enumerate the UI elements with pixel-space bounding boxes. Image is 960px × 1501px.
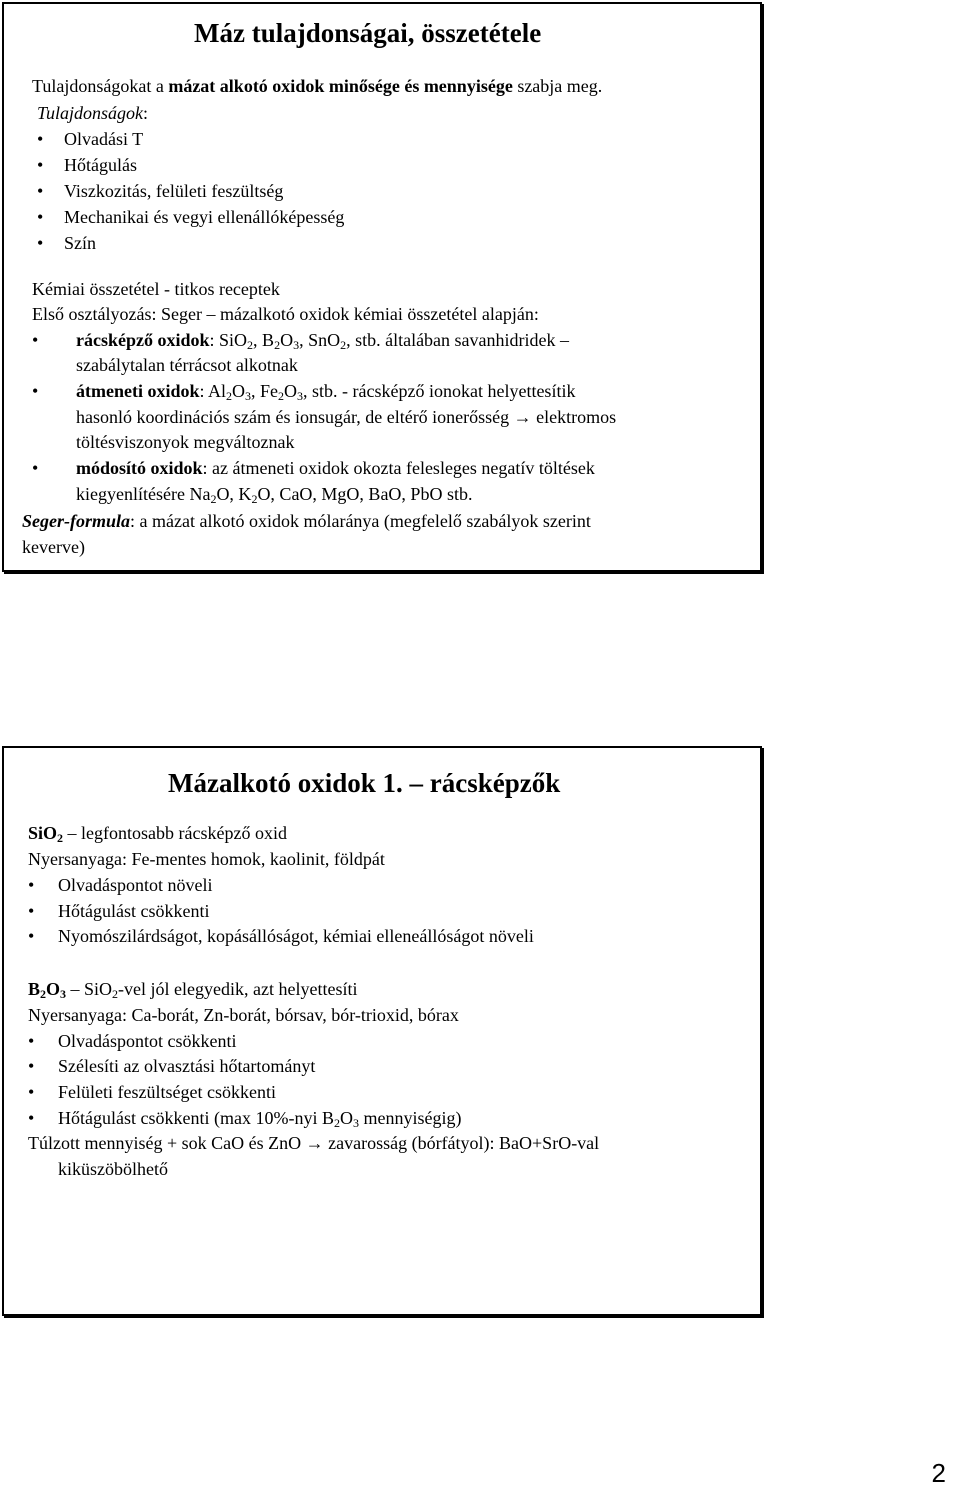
sio2-formula: SiO	[28, 823, 58, 843]
text: O, K	[216, 484, 252, 504]
effect-item: Hőtágulást csökkenti	[58, 901, 210, 921]
bullet: •	[37, 233, 44, 253]
transitional-oxide-line-3: töltésviszonyok megváltoznak	[76, 432, 295, 452]
separator: ,	[251, 381, 261, 401]
bullet: •	[28, 901, 35, 921]
subscript: 2	[40, 987, 47, 1001]
subscript: 3	[60, 987, 67, 1001]
seger-formula-rest: : a mázat alkotó oxidok mólaránya (megfelelő szabályok szerint	[130, 511, 591, 531]
modifier-oxide-label: módosító oxidok	[76, 458, 203, 478]
text: Hőtágulást csökkenti (max 10%-nyi B	[58, 1108, 334, 1128]
effect-item: Felületi feszültséget csökkenti	[58, 1082, 276, 1102]
formula-o: O	[46, 979, 61, 999]
raw-material-line: Nyersanyaga: Fe-mentes homok, kaolinit, földpát	[28, 849, 385, 869]
colon: :	[209, 330, 220, 350]
seger-formula-label: Seger-formula	[22, 511, 130, 531]
transitional-oxide-line	[76, 382, 575, 402]
formula-o: O	[280, 330, 294, 350]
b2o3-heading	[28, 980, 357, 1000]
slide-title: Máz tulajdonságai, összetétele	[194, 18, 542, 48]
lattice-former-rest: , stb. általában savanhidridek –	[346, 330, 570, 350]
lattice-former-line-2: szabálytalan térrácsot alkotnak	[76, 355, 298, 375]
formula-b: B	[262, 330, 275, 350]
modifier-oxide-line	[76, 459, 595, 477]
slide-glaze-properties	[2, 2, 762, 572]
properties-heading-colon: :	[143, 103, 149, 123]
raw-material-line: Nyersanyaga: Ca-borát, Zn-borát, bórsav, bór-trioxid, bórax	[28, 1005, 459, 1025]
effect-item	[58, 1109, 461, 1129]
formula-sio: SiO	[219, 330, 248, 350]
text: O, CaO, MgO, BaO, PbO stb.	[257, 484, 473, 504]
separator: ,	[299, 330, 309, 350]
subscript: 2	[112, 987, 119, 1001]
subscript: 3	[352, 1116, 359, 1130]
effect-item: Szélesíti az olvasztási hőtartományt	[58, 1056, 316, 1076]
formula-al: Al	[208, 381, 227, 401]
property-item: Hőtágulás	[64, 155, 137, 175]
subscript: 2	[226, 389, 233, 403]
subscript: 2	[340, 338, 347, 352]
subscript: 2	[274, 338, 281, 352]
bullet: •	[32, 381, 39, 401]
bullet: •	[32, 330, 39, 350]
modifier-oxide-line-2	[76, 485, 472, 505]
formula-fe: Fe	[260, 381, 279, 401]
effect-item: Nyomószilárdságot, kopásállóságot, kémiai elleneállóságot növeli	[58, 926, 534, 946]
transitional-oxide-line-2: hasonló koordinációs szám és ionsugár, de eltérő ionerősség → elektromos	[76, 407, 617, 427]
bullet: •	[37, 155, 44, 175]
effect-item: Olvadáspontot csökkenti	[58, 1031, 237, 1051]
slide-title: Mázalkotó oxidok 1. – rácsképzők	[168, 768, 561, 798]
bullet: •	[32, 458, 39, 478]
chemical-composition-line: Kémiai összetétel - titkos receptek	[32, 279, 280, 299]
bullet: •	[37, 181, 44, 201]
lattice-former-label: rácsképző oxidok	[76, 330, 210, 350]
sio2-description: – legfontosabb rácsképző oxid	[63, 823, 287, 843]
sio2-heading	[28, 824, 287, 844]
property-item: Viszkozitás, felületi feszültség	[64, 181, 284, 201]
separator: ,	[253, 330, 263, 350]
intro-line	[32, 77, 602, 95]
effect-item: Olvadáspontot növeli	[58, 875, 213, 895]
subscript: 2	[57, 831, 64, 845]
seger-formula-line-2: keverve)	[22, 537, 85, 557]
bullet: •	[28, 875, 35, 895]
b2o3-description: -vel jól elegyedik, azt helyettesíti	[118, 979, 358, 999]
bullet: •	[37, 129, 44, 149]
bullet: •	[28, 1108, 35, 1128]
properties-heading	[37, 104, 148, 122]
slide-glaze-oxides-lattice-formers	[2, 746, 762, 1316]
formula-o: O	[232, 381, 246, 401]
subscript: 2	[278, 389, 285, 403]
transitional-oxide-label: átmeneti oxidok	[76, 381, 200, 401]
formula-b: B	[28, 979, 41, 999]
subscript: 2	[251, 492, 258, 506]
text: O	[339, 1108, 353, 1128]
subscript: 2	[210, 492, 217, 506]
subscript: 3	[245, 389, 252, 403]
property-item: Mechanikai és vegyi ellenállóképesség	[64, 207, 345, 227]
text: mennyiségig)	[358, 1108, 462, 1128]
bullet: •	[28, 1082, 35, 1102]
property-item: Szín	[64, 233, 97, 253]
transitional-oxide-rest: , stb. - rácsképző ionokat helyettesítik	[303, 381, 576, 401]
bullet: •	[28, 1031, 35, 1051]
formula-sno: SnO	[308, 330, 341, 350]
subscript: 3	[297, 389, 304, 403]
colon: :	[199, 381, 209, 401]
bullet: •	[37, 207, 44, 227]
text: – SiO	[66, 979, 113, 999]
properties-heading-text: Tulajdonságok	[37, 103, 144, 123]
modifier-oxide-rest: : az átmeneti oxidok okozta felesleges negatív töltések	[202, 458, 595, 478]
bullet: •	[28, 1056, 35, 1076]
text: kiegyenlítésére Na	[76, 484, 211, 504]
seger-formula-line	[22, 512, 591, 530]
property-item: Olvadási T	[64, 129, 144, 149]
lattice-former-line	[76, 331, 569, 351]
excess-line: Túlzott mennyiség + sok CaO és ZnO → zavarosság (bórfátyol): BaO+SrO-val	[28, 1133, 600, 1153]
page-number: 2	[931, 1458, 946, 1488]
subscript: 2	[333, 1116, 340, 1130]
subscript: 2	[247, 338, 254, 352]
intro-text-end: szabja meg.	[512, 76, 603, 96]
excess-line-2: kiküszöbölhető	[58, 1159, 168, 1179]
intro-text: Tulajdonságokat a	[32, 76, 169, 96]
classification-line: Első osztályozás: Seger – mázalkotó oxidok kémiai összetétel alapján:	[32, 304, 539, 324]
intro-bold: mázat alkotó oxidok minősége és mennyisége	[168, 76, 513, 96]
bullet: •	[28, 926, 35, 946]
formula-o: O	[284, 381, 298, 401]
subscript: 3	[293, 338, 300, 352]
